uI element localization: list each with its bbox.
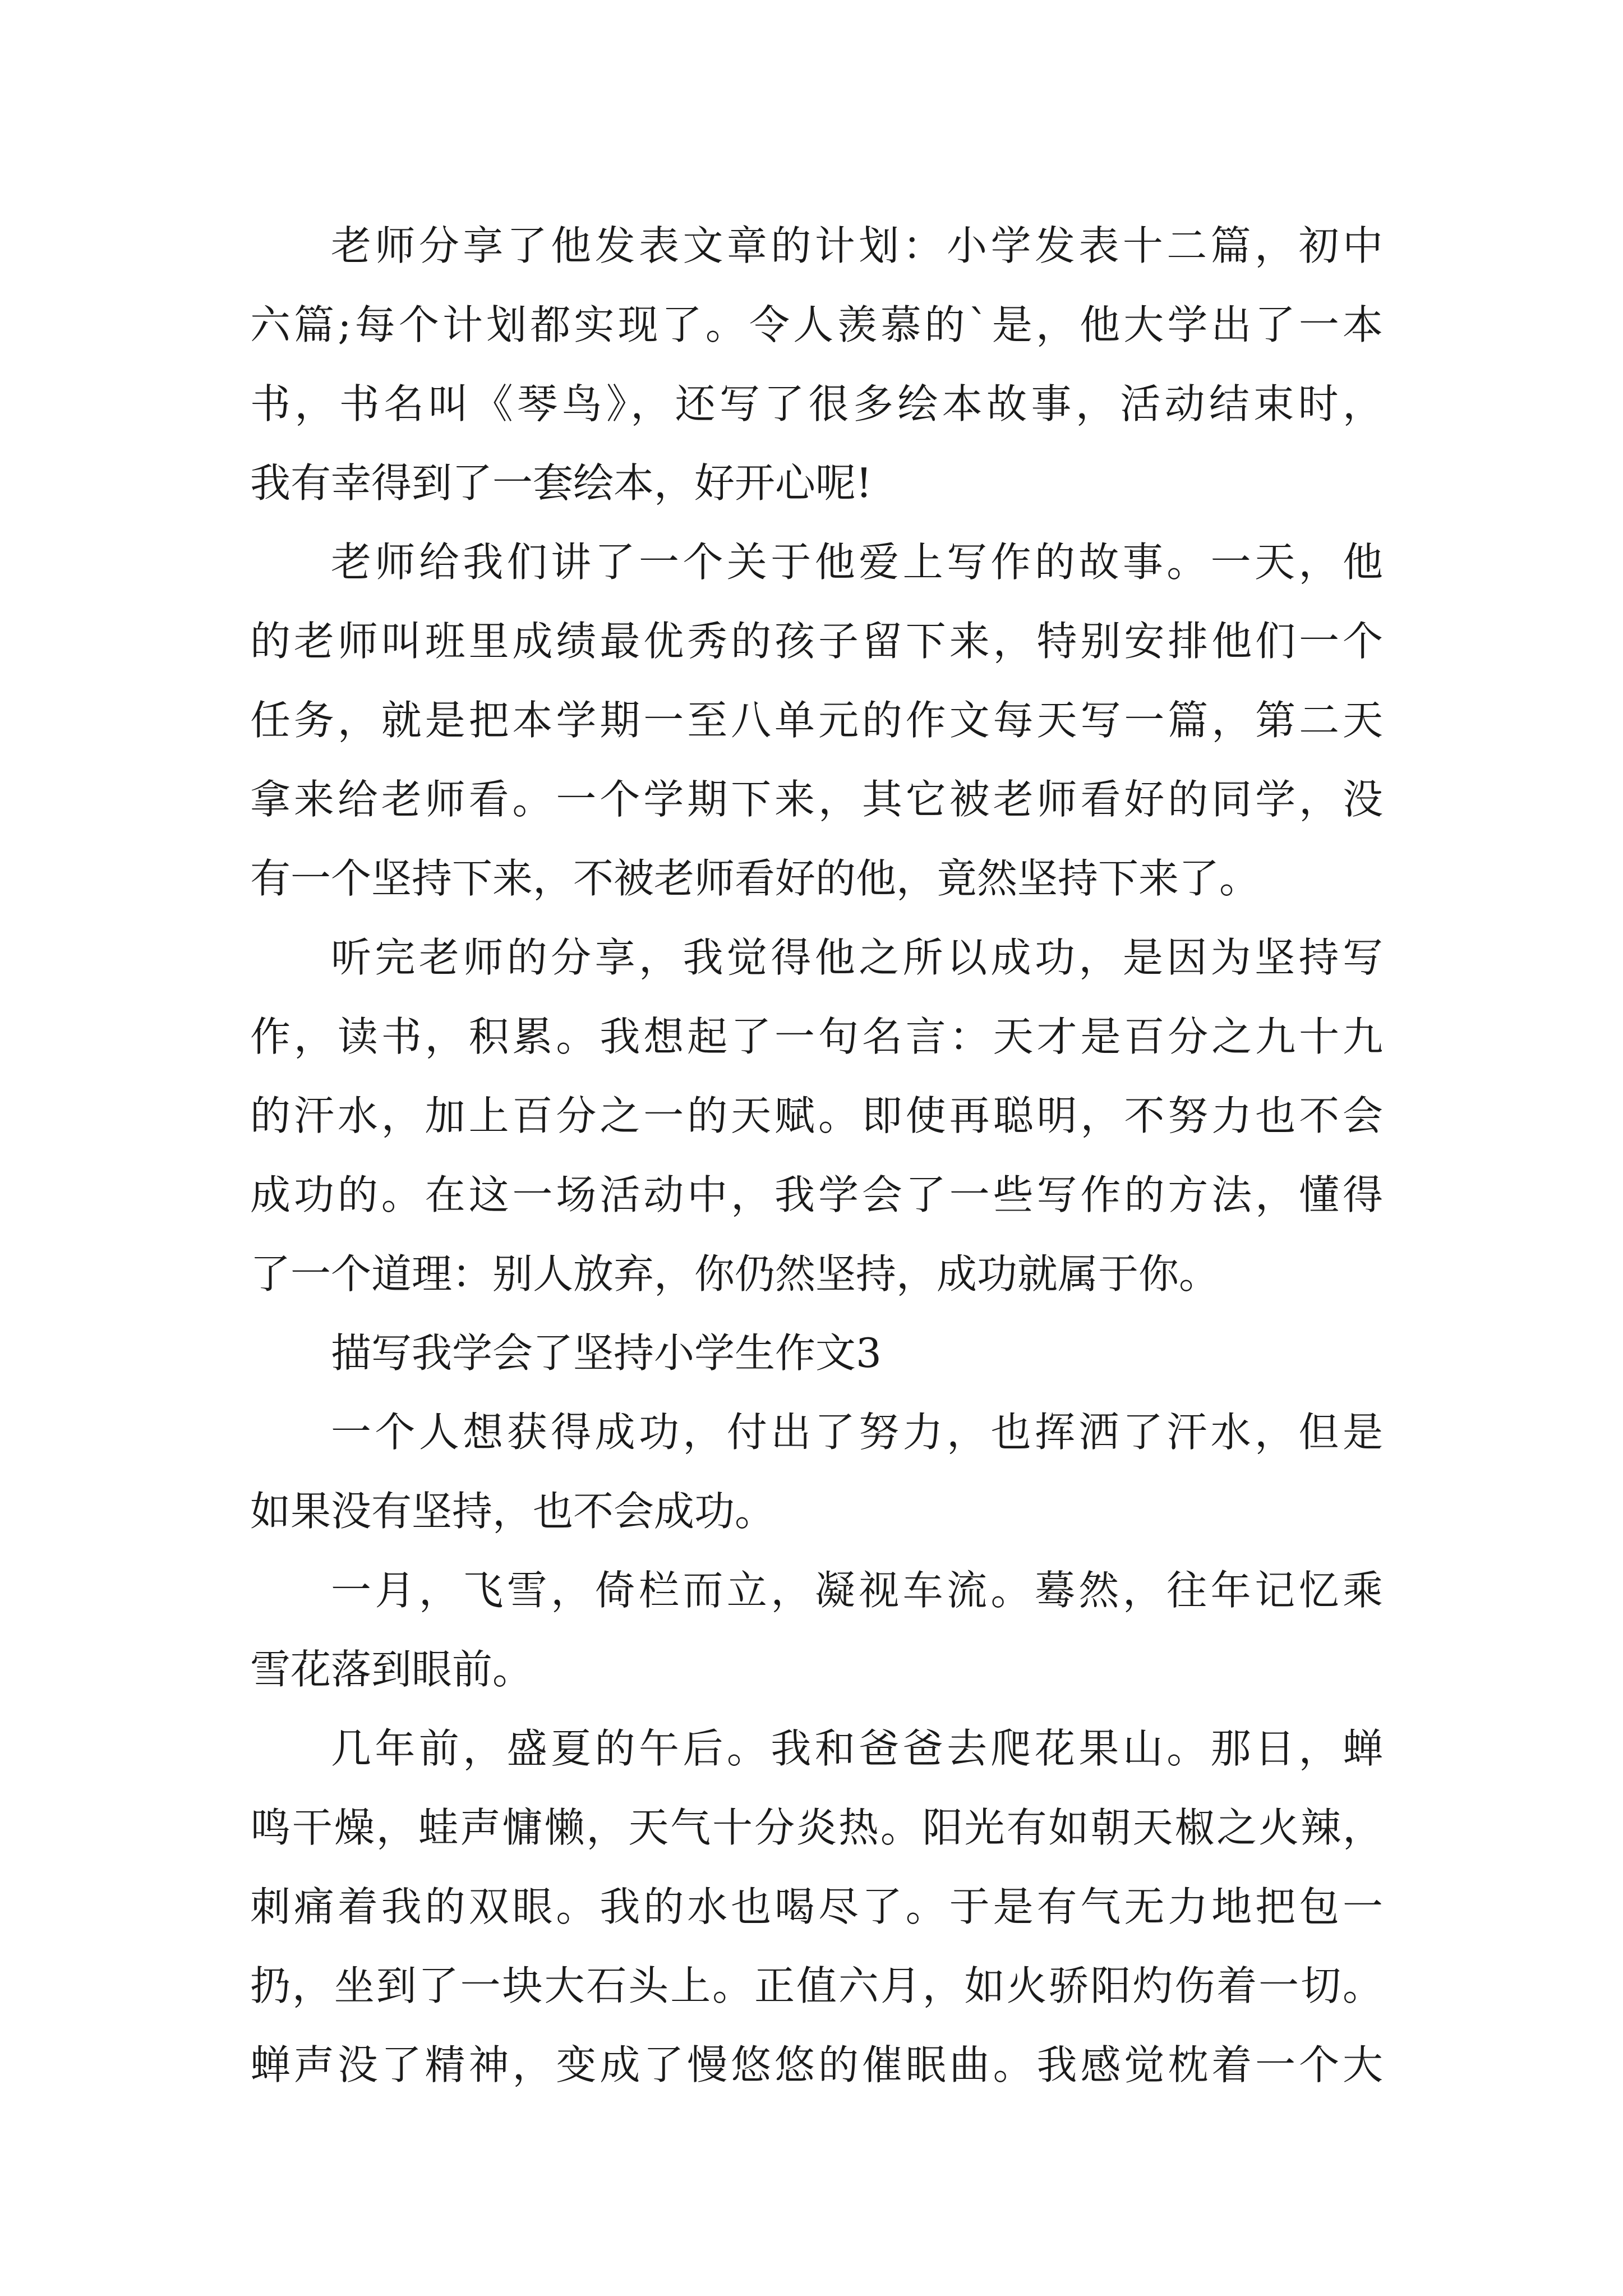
text-line: 一个人想获得成功，付出了努力，也挥洒了汗水，但是	[331, 1409, 1383, 1456]
text-line: 鸣干燥，蛙声慵懒，天气十分炎热。阳光有如朝天椒之火辣，	[250, 1804, 1383, 1851]
text-line: 的老师叫班里成绩最优秀的孩子留下来，特别安排他们一个	[250, 618, 1383, 665]
text-line: 书，书名叫《琴鸟》，还写了很多绘本故事，活动结束时，	[250, 380, 1383, 427]
text-line: 几年前，盛夏的午后。我和爸爸去爬花果山。那日，蝉	[331, 1725, 1383, 1772]
text-line: 如果没有坚持，也不会成功。	[250, 1488, 776, 1535]
body-text	[250, 206, 1383, 2105]
text-line: 六篇;每个计划都实现了。令人羡慕的`是，他大学出了一本	[250, 301, 1383, 348]
text-line: 老师给我们讲了一个关于他爱上写作的故事。一天，他	[331, 539, 1383, 586]
text-line: 刺痛着我的双眼。我的水也喝尽了。于是有气无力地把包一	[250, 1883, 1383, 1930]
text-line: 有一个坚持下来，不被老师看好的他，竟然坚持下来了。	[250, 855, 1260, 902]
text-line: 任务，就是把本学期一至八单元的作文每天写一篇，第二天	[250, 697, 1383, 744]
text-line: 雪花落到眼前。	[250, 1646, 533, 1693]
text-line: 了一个道理：别人放弃，你仍然坚持，成功就属于你。	[250, 1250, 1220, 1297]
text-line: 的汗水，加上百分之一的天赋。即使再聪明，不努力也不会	[250, 1092, 1383, 1139]
text-line: 一月，飞雪，倚栏而立，凝视车流。蓦然，往年记忆乘	[331, 1567, 1383, 1614]
text-line: 作，读书，积累。我想起了一句名言：天才是百分之九十九	[250, 1013, 1383, 1060]
text-line: 成功的。在这一场活动中，我学会了一些写作的方法，懂得	[250, 1171, 1383, 1218]
text-line: 拿来给老师看。一个学期下来，其它被老师看好的同学，没	[250, 776, 1383, 823]
section-heading: 描写我学会了坚持小学生作文3	[331, 1329, 882, 1377]
text-line: 我有幸得到了一套绘本，好开心呢!	[250, 459, 872, 507]
text-line: 听完老师的分享，我觉得他之所以成功，是因为坚持写	[331, 934, 1383, 981]
text-line: 蝉声没了精神，变成了慢悠悠的催眠曲。我感觉枕着一个大	[250, 2041, 1383, 2088]
text-line: 老师分享了他发表文章的计划：小学发表十二篇，初中	[331, 222, 1383, 269]
text-line: 扔，坐到了一块大石头上。正值六月，如火骄阳灼伤着一切。	[250, 1962, 1383, 2009]
